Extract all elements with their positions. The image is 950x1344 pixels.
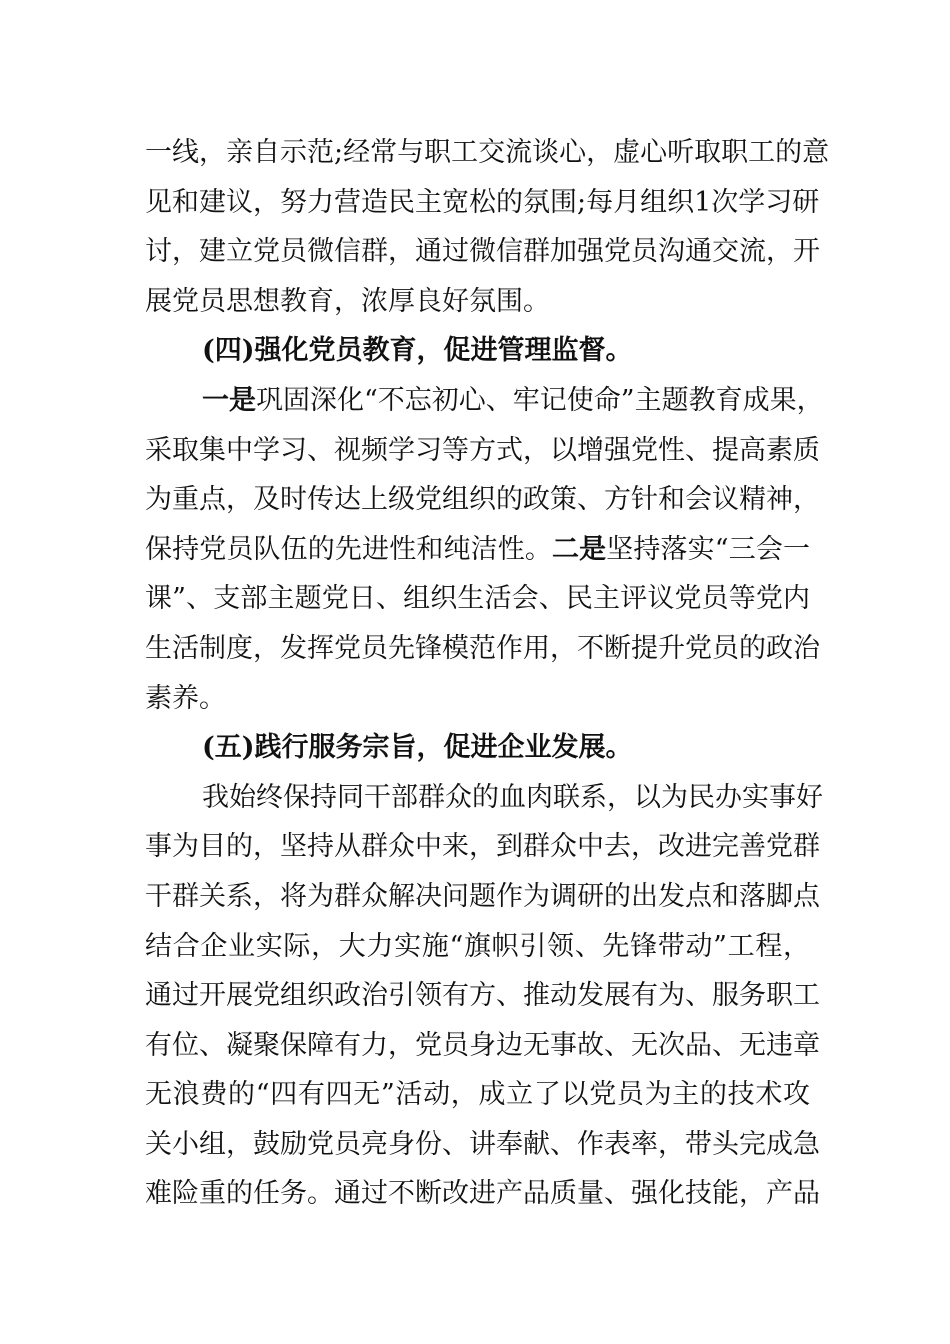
lead-marker-second: 二是 [552, 533, 607, 565]
section-heading-5: (五)践行服务宗旨，促进企业发展。 [202, 732, 633, 764]
paragraph-line: 见和建议，努力营造民主宽松的氛围;每月组织1次学习研 [145, 186, 820, 218]
paragraph-line: 一线，亲自示范;经常与职工交流谈心，虚心听取职工的意 [145, 137, 830, 168]
paragraph-line: 结合企业实际，大力实施“旗帜引领、先锋带动”工程， [145, 930, 810, 962]
paragraph-line [145, 376, 824, 426]
section-heading-4: (四)强化党员教育，促进管理监督。 [202, 335, 633, 367]
paragraph-line-text: 保持党员队伍的先进性和纯洁性。 [145, 533, 552, 565]
paragraph-line: 展党员思想教育，浓厚良好氛围。 [145, 285, 550, 317]
paragraph-line: 通过开展党组织政治引领有方、推动发展有为、服务职工 [145, 980, 820, 1012]
paragraph-line: 关小组，鼓励党员亮身份、讲奉献、作表率，带头完成急 [145, 1128, 820, 1160]
paragraph-line: 采取集中学习、视频学习等方式，以增强党性、提高素质 [145, 434, 820, 466]
paragraph-line: 有位、凝聚保障有力，党员身边无事故、无次品、无违章 [145, 1029, 820, 1061]
paragraph-line: 为重点，及时传达上级党组织的政策、方针和会议精神， [145, 484, 820, 516]
paragraph-line: 讨，建立党员微信群，通过微信群加强党员沟通交流，开 [145, 236, 820, 268]
paragraph-line-text: 巩固深化“不忘初心、牢记使命”主题教育成果， [256, 384, 824, 416]
paragraph-line: 干群关系，将为群众解决问题作为调研的出发点和落脚点 [145, 880, 820, 912]
body-text [145, 128, 830, 1219]
paragraph-line: 素养。 [145, 682, 226, 714]
paragraph-line: 生活制度，发挥党员先锋模范作用，不断提升党员的政治 [145, 632, 820, 664]
paragraph-line-text: 坚持落实“三会一 [606, 533, 810, 565]
paragraph-line [145, 525, 810, 575]
paragraph-line: 课”、支部主题党日、组织生活会、民主评议党员等党内 [145, 583, 810, 615]
lead-marker-first: 一是 [202, 384, 256, 416]
paragraph-line: 事为目的，坚持从群众中来，到群众中去，改进完善党群 [145, 831, 820, 863]
paragraph-line: 难险重的任务。通过不断改进产品质量、强化技能，产品 [145, 1178, 820, 1210]
paragraph-line: 无浪费的“四有四无”活动，成立了以党员为主的技术攻 [145, 1079, 810, 1111]
paragraph-line: 我始终保持同干部群众的血肉联系，以为民办实事好 [202, 781, 823, 813]
